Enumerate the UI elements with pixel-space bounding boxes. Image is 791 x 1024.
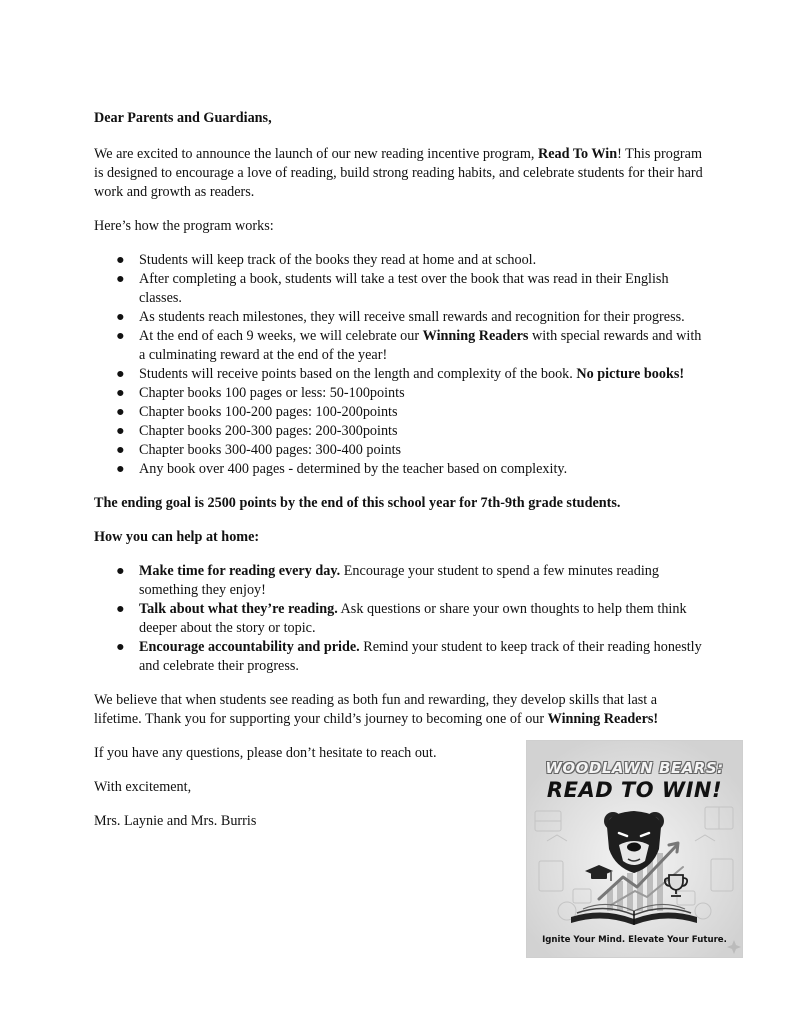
bullet-icon: ●	[116, 271, 125, 287]
list-item	[94, 441, 704, 460]
program-list	[94, 251, 704, 479]
intro-paragraph	[94, 145, 704, 202]
bullet-icon: ●	[116, 563, 125, 579]
bullet-icon: ●	[116, 252, 125, 268]
help-item-text: Encourage your student to spend a few minutes reading something they enjoy!	[139, 563, 659, 598]
help-list	[94, 562, 704, 676]
salutation: Dear Parents and Guardians,	[94, 110, 272, 126]
list-item	[94, 270, 704, 308]
list-item-text: with special rewards and with a culminating reward at the end of the year!	[139, 328, 702, 363]
list-item-text: Students will keep track of the books they read at home and at school.	[139, 252, 537, 268]
list-item	[94, 308, 704, 327]
bullet-icon: ●	[116, 423, 125, 439]
list-item-text: At the end of each 9 weeks, we will celebrate our	[139, 328, 423, 344]
signature: Mrs. Laynie and Mrs. Burris	[94, 813, 257, 829]
goal-statement	[94, 494, 704, 513]
list-item	[94, 384, 704, 403]
trophy-icon	[665, 875, 687, 896]
bullet-icon: ●	[116, 309, 125, 325]
list-item	[94, 422, 704, 441]
list-item-text: As students reach milestones, they will receive small rewards and recognition for their progress.	[139, 309, 685, 325]
bullet-icon: ●	[116, 601, 125, 617]
bullet-icon: ●	[116, 461, 125, 477]
no-picture-books-text: No picture books!	[576, 366, 685, 382]
bullet-icon: ●	[116, 366, 125, 382]
read-to-win-flyer	[526, 740, 743, 958]
questions-line: If you have any questions, please don’t hesitate to reach out.	[94, 745, 437, 761]
help-item-text: Remind your student to keep track of their reading honestly and celebrate their progress.	[139, 639, 702, 674]
help-item-title: Encourage accountability and pride.	[139, 639, 360, 655]
list-item-text: Any book over 400 pages - determined by the teacher based on complexity.	[139, 461, 568, 477]
bullet-icon: ●	[116, 328, 125, 344]
list-item	[94, 600, 704, 638]
list-item	[94, 562, 704, 600]
signoff: With excitement,	[94, 779, 192, 795]
help-heading	[94, 528, 704, 547]
list-item	[94, 327, 704, 365]
closing-paragraph	[94, 691, 704, 729]
bullet-icon: ●	[116, 442, 125, 458]
list-item-text: Chapter books 100 pages or less: 50-100points	[139, 385, 405, 401]
help-item-text: Ask questions or share your own thoughts to help them think deeper about the story or topic.	[139, 601, 687, 636]
open-book-icon	[571, 904, 697, 925]
winning-readers-text: Winning Readers!	[547, 711, 659, 727]
program-name: Read To Win	[538, 146, 618, 162]
bullet-icon: ●	[116, 639, 125, 655]
list-item	[94, 365, 704, 384]
list-item-text: After completing a book, students will take a test over the book that was read in their English classes.	[139, 271, 669, 306]
list-item-text: Chapter books 200-300 pages: 200-300points	[139, 423, 398, 439]
help-heading-text: How you can help at home:	[94, 529, 260, 545]
list-item	[94, 460, 704, 479]
list-item	[94, 403, 704, 422]
list-item	[94, 251, 704, 270]
intro-text-end: ! This program is designed to encourage a love of reading, build strong reading habits, and celebrate students for their hard work and growth as readers.	[94, 146, 703, 200]
winning-readers-text: Winning Readers	[422, 328, 529, 344]
list-item-text: Chapter books 100-200 pages: 100-200points	[139, 404, 398, 420]
bullet-icon: ●	[116, 385, 125, 401]
list-item-text: Students will receive points based on the length and complexity of the book.	[139, 366, 577, 382]
goal-text: The ending goal is 2500 points by the end of this school year for 7th-9th grade students.	[94, 495, 621, 511]
flyer-slogan: Ignite Your Mind. Elevate Your Future.	[542, 935, 727, 945]
help-item-title: Talk about what they’re reading.	[139, 601, 338, 617]
flyer-title-line2: READ TO WIN!	[546, 778, 723, 802]
graduation-cap-icon	[585, 865, 613, 881]
flyer-title-line1: WOODLAWN BEARS:	[545, 759, 724, 777]
list-item-text: Chapter books 300-400 pages: 300-400 points	[139, 442, 402, 458]
bullet-icon: ●	[116, 404, 125, 420]
list-item	[94, 638, 704, 676]
intro-text: We are excited to announce the launch of our new reading incentive program,	[94, 146, 539, 162]
how-intro: Here’s how the program works:	[94, 218, 274, 234]
flyer-artwork	[527, 741, 742, 957]
letter	[94, 109, 704, 831]
closing-text: We believe that when students see reading as both fun and rewarding, they develop skills that last a lifetime. Thank you for supporting your child’s journey to becoming one of our	[94, 692, 658, 727]
bear-head-icon	[604, 811, 664, 873]
help-item-title: Make time for reading every day.	[139, 563, 341, 579]
